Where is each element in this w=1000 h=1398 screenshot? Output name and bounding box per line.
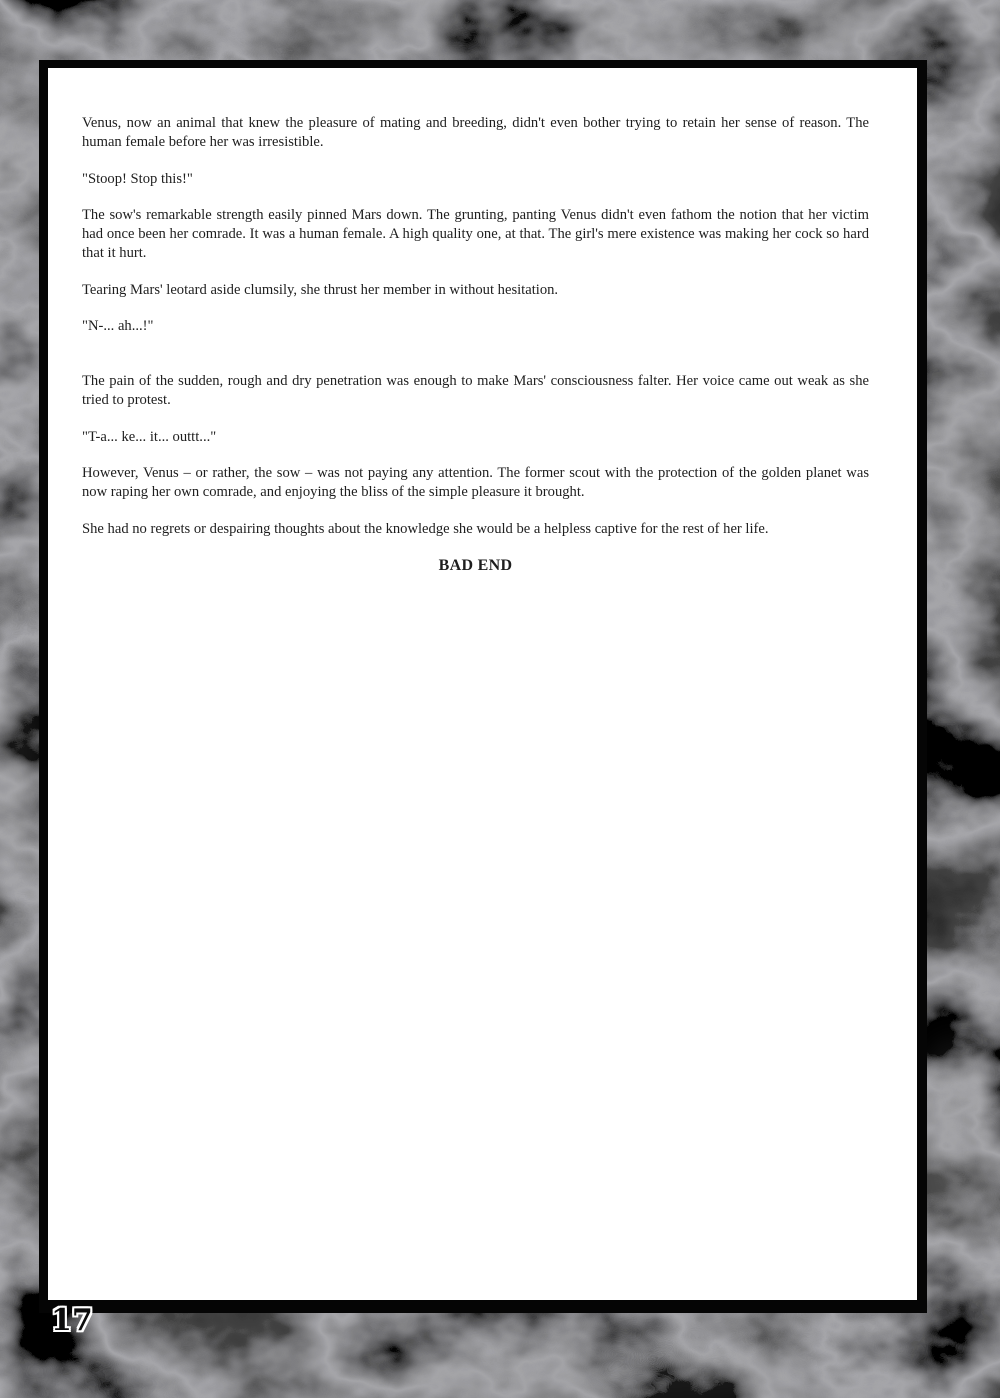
story-paragraph: The sow's remarkable strength easily pinned Mars down. The grunting, panting Venus didn't even fathom the notion that her victim had once been her comrade. It was a human female. A high quality one, at that. The girl's mere existence was making her cock so hard that it hurt. [82, 207, 869, 261]
bad-end-label: BAD END [438, 557, 513, 574]
story-paragraph: She had no regrets or despairing thoughts about the knowledge she would be a helpless captive for the rest of her life. [82, 520, 769, 537]
story-paragraph: The pain of the sudden, rough and dry penetration was enough to make Mars' consciousness falter. Her voice came out weak as she tried to protest. [82, 373, 869, 408]
dialogue-line: "N-... ah...!" [82, 318, 154, 334]
paper-page [48, 68, 917, 1300]
dialogue-line: "Stoop! Stop this!" [82, 170, 193, 187]
story-paragraph: However, Venus – or rather, the sow – was not paying any attention. The former scout with the protection of the golden planet was now raping her own comrade, and enjoying the bliss of the simple pleasure it brought. [82, 465, 869, 500]
story-text [48, 68, 917, 575]
page-number: 17 [51, 1303, 93, 1338]
story-paragraph: Tearing Mars' leotard aside clumsily, she thrust her member in without hesitation. [82, 281, 559, 298]
story-paragraph: Venus, now an animal that knew the pleasure of mating and breeding, didn't even bother trying to retain her sense of reason. The human female before her was irresistible. [82, 115, 869, 150]
dialogue-line: "T-a... ke... it... outtt..." [82, 428, 217, 445]
